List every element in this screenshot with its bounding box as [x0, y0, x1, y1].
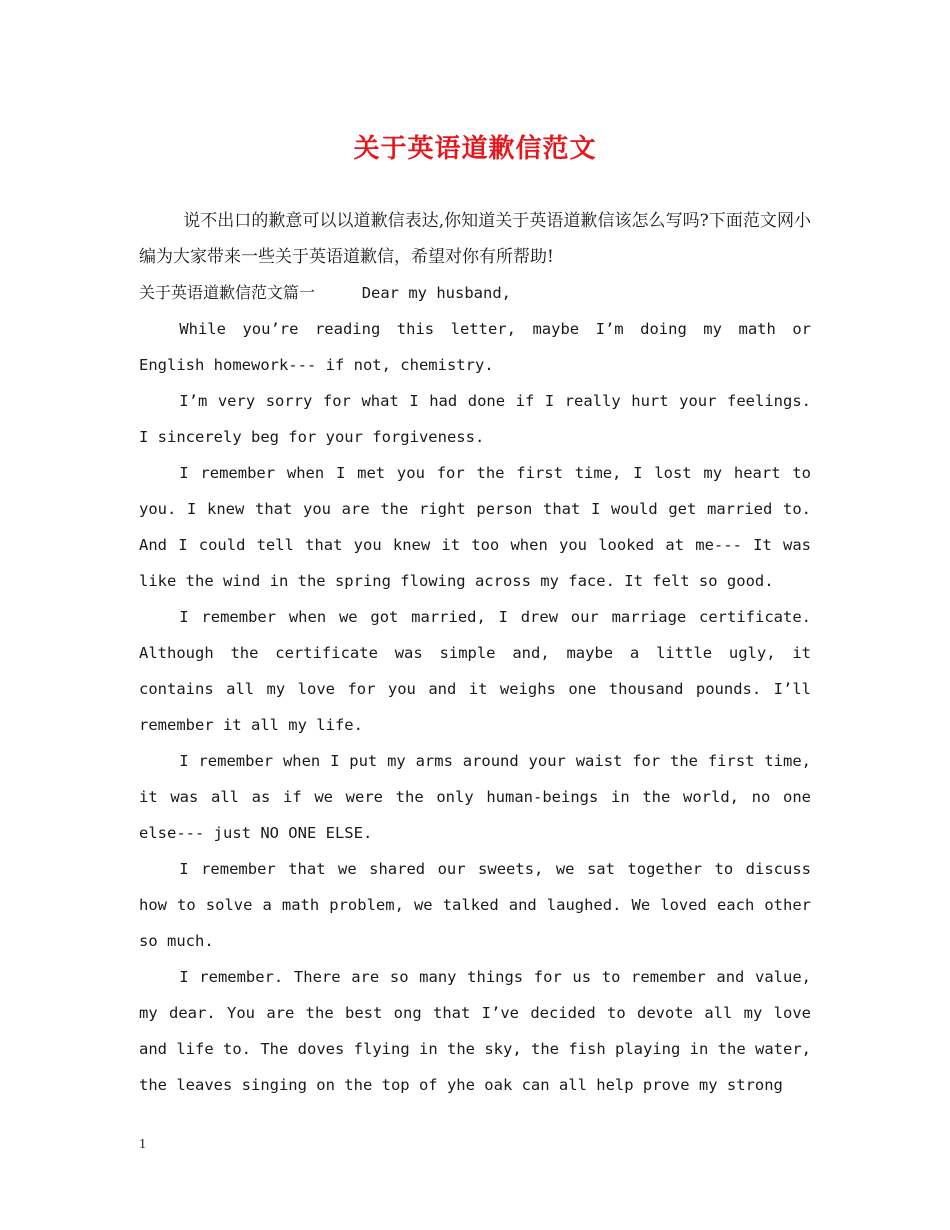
section-heading-line [139, 275, 811, 311]
salutation: Dear my husband, [361, 284, 511, 302]
body-paragraph: I remember when I put my arms around your waist for the first time, it was all as if we were the only human-beings in the world, no one else--- just NO ONE ELSE. [139, 752, 811, 842]
intro-paragraph: 说不出口的歉意可以以道歉信表达,你知道关于英语道歉信该怎么写吗?下面范文网小编为大家带来一些关于英语道歉信，希望对你有所帮助! [139, 211, 811, 267]
body-paragraph: I’m very sorry for what I had done if I really hurt your feelings. I sincerely beg for your forgiveness. [139, 392, 811, 446]
body-paragraph: While you’re reading this letter, maybe I’m doing my math or English homework--- if not, chemistry. [139, 320, 811, 374]
section-heading: 关于英语道歉信范文篇一 [139, 283, 316, 302]
body-paragraph: I remember. There are so many things for us to remember and value, my dear. You are the best ong that I’ve decided to devote all my love and life to. The doves flying in the sky, the fish playing in the water, the leaves singing on the top of yhe oak can all help prove my strong [139, 968, 811, 1094]
document-title: 关于英语道歉信范文 [353, 134, 597, 164]
body-paragraph: I remember when we got married, I drew our marriage certificate. Although the certificate was simple and, maybe a little ugly, it contains all my love for you and it weighs one thousand pounds. I’ll remember it all my life. [139, 608, 811, 734]
body-paragraph: I remember that we shared our sweets, we sat together to discuss how to solve a math problem, we talked and laughed. We loved each other so much. [139, 860, 811, 950]
document-body [139, 203, 811, 1103]
page-number: 1 [139, 1137, 146, 1152]
body-paragraph: I remember when I met you for the first time, I lost my heart to you. I knew that you are the right person that I would get married to. And I could tell that you knew it too when you looked at me--- It was like the wind in the spring flowing across my face. It felt so good. [139, 464, 811, 590]
